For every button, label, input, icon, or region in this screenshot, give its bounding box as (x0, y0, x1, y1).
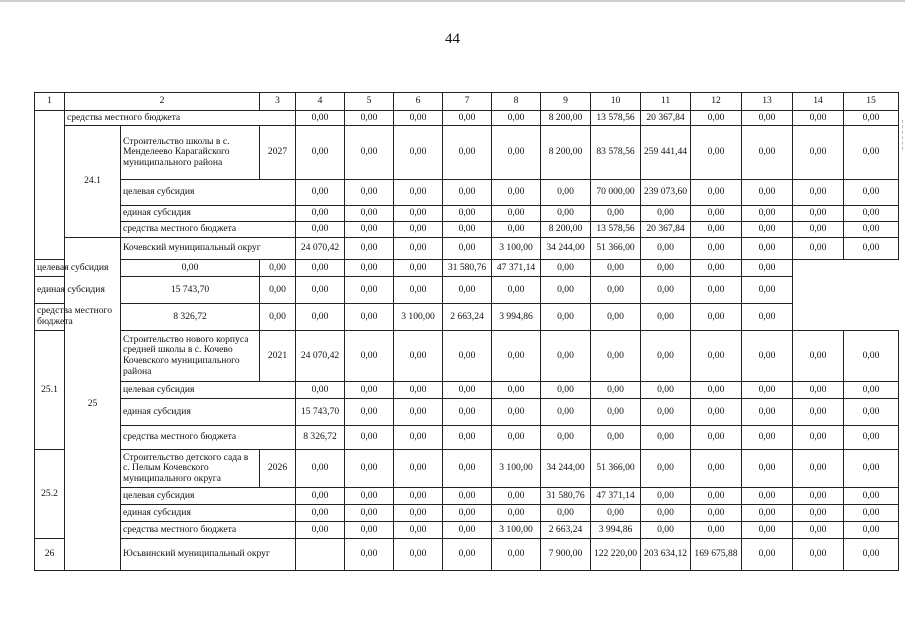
value-cell: 51 366,00 (591, 450, 641, 488)
header-cell: 5 (345, 93, 394, 111)
value-cell: 0,00 (492, 180, 541, 206)
table-row (35, 277, 899, 304)
table-row (35, 399, 899, 426)
value-cell: 3 100,00 (394, 304, 443, 331)
value-cell: 0,00 (691, 260, 742, 277)
value-cell: 0,00 (394, 206, 443, 222)
value-cell: 0,00 (793, 180, 844, 206)
value-cell: 0,00 (394, 238, 443, 260)
value-cell: 0,00 (793, 206, 844, 222)
value-cell: 0,00 (641, 304, 691, 331)
value-cell: 0,00 (345, 260, 394, 277)
value-cell: 0,00 (492, 222, 541, 238)
value-cell: 0,00 (394, 126, 443, 180)
value-cell: 0,00 (443, 522, 492, 539)
value-cell: 0,00 (591, 260, 641, 277)
value-cell: 169 675,88 (691, 539, 742, 571)
year-cell: 2021 (260, 331, 296, 382)
value-cell: 0,00 (691, 426, 742, 450)
value-cell: 0,00 (296, 180, 345, 206)
table-row (35, 238, 899, 260)
row-label: средства местного бюджета (65, 111, 296, 126)
value-cell: 0,00 (541, 331, 591, 382)
value-cell: 34 244,00 (541, 238, 591, 260)
value-cell: 0,00 (394, 382, 443, 399)
value-cell: 0,00 (492, 399, 541, 426)
row-label: средства местного бюджета (121, 522, 296, 539)
value-cell: 0,00 (443, 426, 492, 450)
value-cell: 0,00 (691, 382, 742, 399)
scan-margin-mark (900, 120, 903, 150)
value-cell: 0,00 (691, 304, 742, 331)
value-cell: 0,00 (443, 331, 492, 382)
subsection-number: 25.1 (35, 331, 65, 450)
value-cell: 0,00 (793, 111, 844, 126)
value-cell: 0,00 (260, 277, 296, 304)
value-cell: 0,00 (641, 505, 691, 522)
value-cell: 0,00 (691, 505, 742, 522)
section-number: 25 (65, 238, 121, 571)
value-cell: 0,00 (394, 277, 443, 304)
row-label: целевая субсидия (121, 180, 296, 206)
value-cell: 0,00 (793, 399, 844, 426)
header-cell: 9 (541, 93, 591, 111)
value-cell: 0,00 (742, 522, 793, 539)
value-cell: 0,00 (296, 126, 345, 180)
row-label: средства местного бюджета (35, 304, 121, 331)
row-label: единая субсидия (121, 206, 296, 222)
value-cell: 0,00 (793, 222, 844, 238)
value-cell: 0,00 (345, 539, 394, 571)
table-row (35, 126, 899, 180)
header-cell: 8 (492, 93, 541, 111)
table-row (35, 222, 899, 238)
value-cell: 0,00 (296, 206, 345, 222)
value-cell: 0,00 (742, 222, 793, 238)
value-cell: 0,00 (541, 304, 591, 331)
value-cell: 0,00 (541, 382, 591, 399)
value-cell: 0,00 (844, 399, 899, 426)
value-cell: 0,00 (394, 222, 443, 238)
value-cell: 31 580,76 (541, 488, 591, 505)
value-cell: 0,00 (345, 238, 394, 260)
value-cell: 0,00 (443, 180, 492, 206)
value-cell: 31 580,76 (443, 260, 492, 277)
value-cell: 0,00 (443, 126, 492, 180)
value-cell: 0,00 (443, 488, 492, 505)
value-cell: 0,00 (742, 206, 793, 222)
value-cell: 13 578,56 (591, 111, 641, 126)
subsection-number: 25.2 (35, 450, 65, 539)
section-title: Кочевский муниципальный округ (121, 238, 296, 260)
value-cell: 13 578,56 (591, 222, 641, 238)
value-cell: 0,00 (691, 180, 742, 206)
value-cell: 0,00 (541, 277, 591, 304)
scan-edge (0, 0, 905, 2)
value-cell: 0,00 (591, 277, 641, 304)
value-cell: 0,00 (844, 426, 899, 450)
value-cell: 0,00 (844, 450, 899, 488)
value-cell: 0,00 (591, 399, 641, 426)
value-cell: 0,00 (492, 539, 541, 571)
value-cell: 51 366,00 (591, 238, 641, 260)
value-cell: 122 220,00 (591, 539, 641, 571)
header-cell: 1 (35, 93, 65, 111)
row-label: средства местного бюджета (121, 426, 296, 450)
value-cell: 0,00 (793, 522, 844, 539)
value-cell: 0,00 (345, 426, 394, 450)
value-cell: 0,00 (541, 399, 591, 426)
year-cell (296, 539, 345, 571)
value-cell: 0,00 (260, 260, 296, 277)
value-cell: 0,00 (691, 126, 742, 180)
value-cell: 0,00 (492, 126, 541, 180)
table-row (35, 111, 899, 126)
value-cell: 0,00 (541, 180, 591, 206)
value-cell: 0,00 (793, 331, 844, 382)
table-row (35, 260, 899, 277)
value-cell: 0,00 (691, 450, 742, 488)
value-cell: 0,00 (296, 260, 345, 277)
value-cell: 0,00 (742, 277, 793, 304)
value-cell: 83 578,56 (591, 126, 641, 180)
value-cell: 0,00 (541, 505, 591, 522)
value-cell: 0,00 (345, 488, 394, 505)
value-cell: 0,00 (394, 539, 443, 571)
value-cell: 0,00 (742, 382, 793, 399)
value-cell: 0,00 (641, 277, 691, 304)
value-cell: 0,00 (844, 111, 899, 126)
value-cell: 0,00 (793, 505, 844, 522)
value-cell: 0,00 (591, 331, 641, 382)
page-number: 44 (445, 31, 460, 47)
value-cell: 0,00 (394, 488, 443, 505)
value-cell: 0,00 (793, 426, 844, 450)
value-cell: 0,00 (591, 505, 641, 522)
row-label: целевая субсидия (35, 260, 121, 277)
value-cell: 0,00 (492, 505, 541, 522)
value-cell: 0,00 (296, 488, 345, 505)
value-cell: 0,00 (742, 426, 793, 450)
value-cell: 0,00 (844, 238, 899, 260)
value-cell: 0,00 (793, 450, 844, 488)
value-cell: 0,00 (691, 399, 742, 426)
value-cell: 0,00 (844, 539, 899, 571)
value-cell: 0,00 (443, 539, 492, 571)
value-cell: 0,00 (443, 111, 492, 126)
table-row (35, 505, 899, 522)
value-cell: 0,00 (742, 488, 793, 505)
table-row (35, 304, 899, 331)
header-cell: 12 (691, 93, 742, 111)
value-cell: 3 100,00 (492, 522, 541, 539)
value-cell: 0,00 (345, 450, 394, 488)
value-cell: 0,00 (641, 450, 691, 488)
value-cell: 0,00 (443, 450, 492, 488)
table-row (35, 426, 899, 450)
value-cell: 0,00 (742, 539, 793, 571)
value-cell: 0,00 (844, 488, 899, 505)
value-cell: 0,00 (443, 505, 492, 522)
value-cell: 0,00 (345, 382, 394, 399)
value-cell: 0,00 (844, 126, 899, 180)
value-cell: 0,00 (492, 382, 541, 399)
value-cell: 0,00 (443, 277, 492, 304)
value-cell: 0,00 (591, 304, 641, 331)
value-cell: 7 900,00 (541, 539, 591, 571)
table-row (35, 331, 899, 382)
value-cell: 0,00 (691, 331, 742, 382)
value-cell: 0,00 (121, 260, 260, 277)
value-cell: 0,00 (742, 399, 793, 426)
value-cell: 0,00 (260, 304, 296, 331)
value-cell: 47 371,14 (591, 488, 641, 505)
value-cell: 0,00 (742, 260, 793, 277)
header-cell: 3 (260, 93, 296, 111)
value-cell: 0,00 (394, 180, 443, 206)
value-cell: 0,00 (443, 222, 492, 238)
value-cell: 0,00 (296, 505, 345, 522)
value-cell: 0,00 (641, 331, 691, 382)
value-cell: 0,00 (345, 206, 394, 222)
value-cell: 0,00 (691, 277, 742, 304)
value-cell: 0,00 (541, 206, 591, 222)
value-cell: 70 000,00 (591, 180, 641, 206)
value-cell: 0,00 (394, 426, 443, 450)
value-cell: 0,00 (296, 277, 345, 304)
value-cell: 0,00 (691, 111, 742, 126)
value-cell: 0,00 (641, 426, 691, 450)
value-cell: 0,00 (691, 522, 742, 539)
project-name: Строительство нового корпуса средней школы в с. Кочево Кочевского муниципального района (121, 331, 260, 382)
row-label: единая субсидия (121, 505, 296, 522)
table-row (35, 382, 899, 399)
value-cell: 0,00 (443, 238, 492, 260)
value-cell: 0,00 (345, 180, 394, 206)
value-cell: 0,00 (793, 488, 844, 505)
value-cell: 0,00 (345, 304, 394, 331)
project-name: Строительство школы в с. Менделеево Карагайского муниципального района (121, 126, 260, 180)
table-row (35, 450, 899, 488)
value-cell: 0,00 (591, 206, 641, 222)
value-cell: 0,00 (296, 522, 345, 539)
value-cell: 0,00 (492, 488, 541, 505)
row-label: единая субсидия (35, 277, 121, 304)
value-cell: 0,00 (492, 206, 541, 222)
value-cell: 0,00 (641, 206, 691, 222)
value-cell: 0,00 (492, 277, 541, 304)
value-cell: 8 200,00 (541, 111, 591, 126)
value-cell: 0,00 (742, 180, 793, 206)
value-cell: 259 441,44 (641, 126, 691, 180)
value-cell: 0,00 (345, 331, 394, 382)
value-cell: 0,00 (345, 126, 394, 180)
value-cell: 20 367,84 (641, 111, 691, 126)
value-cell: 0,00 (844, 222, 899, 238)
table-row (35, 206, 899, 222)
value-cell: 15 743,70 (121, 277, 260, 304)
subsection-number: 24.1 (65, 126, 121, 238)
section-title: Юсьвинский муниципальный округ (121, 539, 296, 571)
row-label: целевая субсидия (121, 382, 296, 399)
value-cell: 0,00 (345, 522, 394, 539)
row-label: единая субсидия (121, 399, 296, 426)
header-cell: 2 (65, 93, 260, 111)
header-cell: 15 (844, 93, 899, 111)
value-cell: 0,00 (691, 238, 742, 260)
header-cell: 6 (394, 93, 443, 111)
value-cell: 0,00 (844, 180, 899, 206)
table-row (35, 539, 899, 571)
value-cell: 0,00 (492, 426, 541, 450)
value-cell: 0,00 (591, 382, 641, 399)
value-cell: 3 994,86 (591, 522, 641, 539)
value-cell: 0,00 (345, 111, 394, 126)
value-cell: 0,00 (296, 111, 345, 126)
header-cell: 11 (641, 93, 691, 111)
value-cell: 2 663,24 (541, 522, 591, 539)
value-cell: 0,00 (541, 260, 591, 277)
row-number-empty (35, 111, 65, 260)
value-cell: 0,00 (793, 238, 844, 260)
value-cell: 34 244,00 (541, 450, 591, 488)
value-cell: 0,00 (394, 331, 443, 382)
table-row (35, 180, 899, 206)
value-cell: 0,00 (394, 399, 443, 426)
value-cell: 0,00 (742, 450, 793, 488)
value-cell: 24 070,42 (296, 238, 345, 260)
value-cell: 0,00 (345, 505, 394, 522)
value-cell: 2 663,24 (443, 304, 492, 331)
value-cell: 0,00 (394, 505, 443, 522)
value-cell: 0,00 (641, 238, 691, 260)
value-cell: 0,00 (844, 522, 899, 539)
value-cell: 3 994,86 (492, 304, 541, 331)
value-cell: 0,00 (492, 331, 541, 382)
value-cell: 0,00 (443, 399, 492, 426)
value-cell: 0,00 (296, 304, 345, 331)
value-cell: 0,00 (742, 505, 793, 522)
value-cell: 0,00 (394, 450, 443, 488)
value-cell: 0,00 (541, 426, 591, 450)
value-cell: 15 743,70 (296, 399, 345, 426)
section-number: 26 (35, 539, 65, 571)
value-cell: 0,00 (641, 399, 691, 426)
value-cell: 24 070,42 (296, 331, 345, 382)
year-cell: 2027 (260, 126, 296, 180)
value-cell: 8 326,72 (121, 304, 260, 331)
value-cell: 0,00 (793, 539, 844, 571)
value-cell: 0,00 (844, 206, 899, 222)
value-cell: 3 100,00 (492, 450, 541, 488)
value-cell: 8 200,00 (541, 126, 591, 180)
value-cell: 0,00 (641, 382, 691, 399)
table-row (35, 488, 899, 505)
header-cell: 4 (296, 93, 345, 111)
value-cell: 0,00 (345, 277, 394, 304)
project-name: Строительство детского сада в с. Пелым Кочевского муниципального округа (121, 450, 260, 488)
value-cell: 0,00 (641, 488, 691, 505)
value-cell: 0,00 (844, 505, 899, 522)
value-cell: 0,00 (844, 331, 899, 382)
value-cell: 0,00 (296, 450, 345, 488)
value-cell: 0,00 (844, 382, 899, 399)
value-cell: 0,00 (394, 260, 443, 277)
value-cell: 0,00 (742, 304, 793, 331)
table-row (35, 522, 899, 539)
value-cell: 0,00 (742, 111, 793, 126)
value-cell: 0,00 (394, 522, 443, 539)
header-cell: 7 (443, 93, 492, 111)
value-cell: 0,00 (691, 206, 742, 222)
value-cell: 0,00 (345, 222, 394, 238)
value-cell: 0,00 (345, 399, 394, 426)
budget-table (34, 92, 899, 571)
value-cell: 0,00 (296, 222, 345, 238)
value-cell: 20 367,84 (641, 222, 691, 238)
value-cell: 0,00 (492, 111, 541, 126)
value-cell: 0,00 (742, 126, 793, 180)
value-cell: 0,00 (793, 382, 844, 399)
row-label: средства местного бюджета (121, 222, 296, 238)
value-cell: 3 100,00 (492, 238, 541, 260)
value-cell: 0,00 (691, 488, 742, 505)
value-cell: 0,00 (443, 206, 492, 222)
header-cell: 10 (591, 93, 641, 111)
value-cell: 239 073,60 (641, 180, 691, 206)
value-cell: 0,00 (296, 382, 345, 399)
value-cell: 0,00 (591, 426, 641, 450)
value-cell: 0,00 (793, 126, 844, 180)
value-cell: 0,00 (443, 382, 492, 399)
value-cell: 0,00 (742, 238, 793, 260)
value-cell: 47 371,14 (492, 260, 541, 277)
value-cell: 0,00 (394, 111, 443, 126)
header-cell: 13 (742, 93, 793, 111)
value-cell: 0,00 (742, 331, 793, 382)
header-cell: 14 (793, 93, 844, 111)
year-cell: 2026 (260, 450, 296, 488)
header-row (35, 93, 899, 111)
value-cell: 8 326,72 (296, 426, 345, 450)
value-cell: 0,00 (641, 522, 691, 539)
value-cell: 203 634,12 (641, 539, 691, 571)
value-cell: 8 200,00 (541, 222, 591, 238)
value-cell: 0,00 (691, 222, 742, 238)
row-label: целевая субсидия (121, 488, 296, 505)
value-cell: 0,00 (641, 260, 691, 277)
